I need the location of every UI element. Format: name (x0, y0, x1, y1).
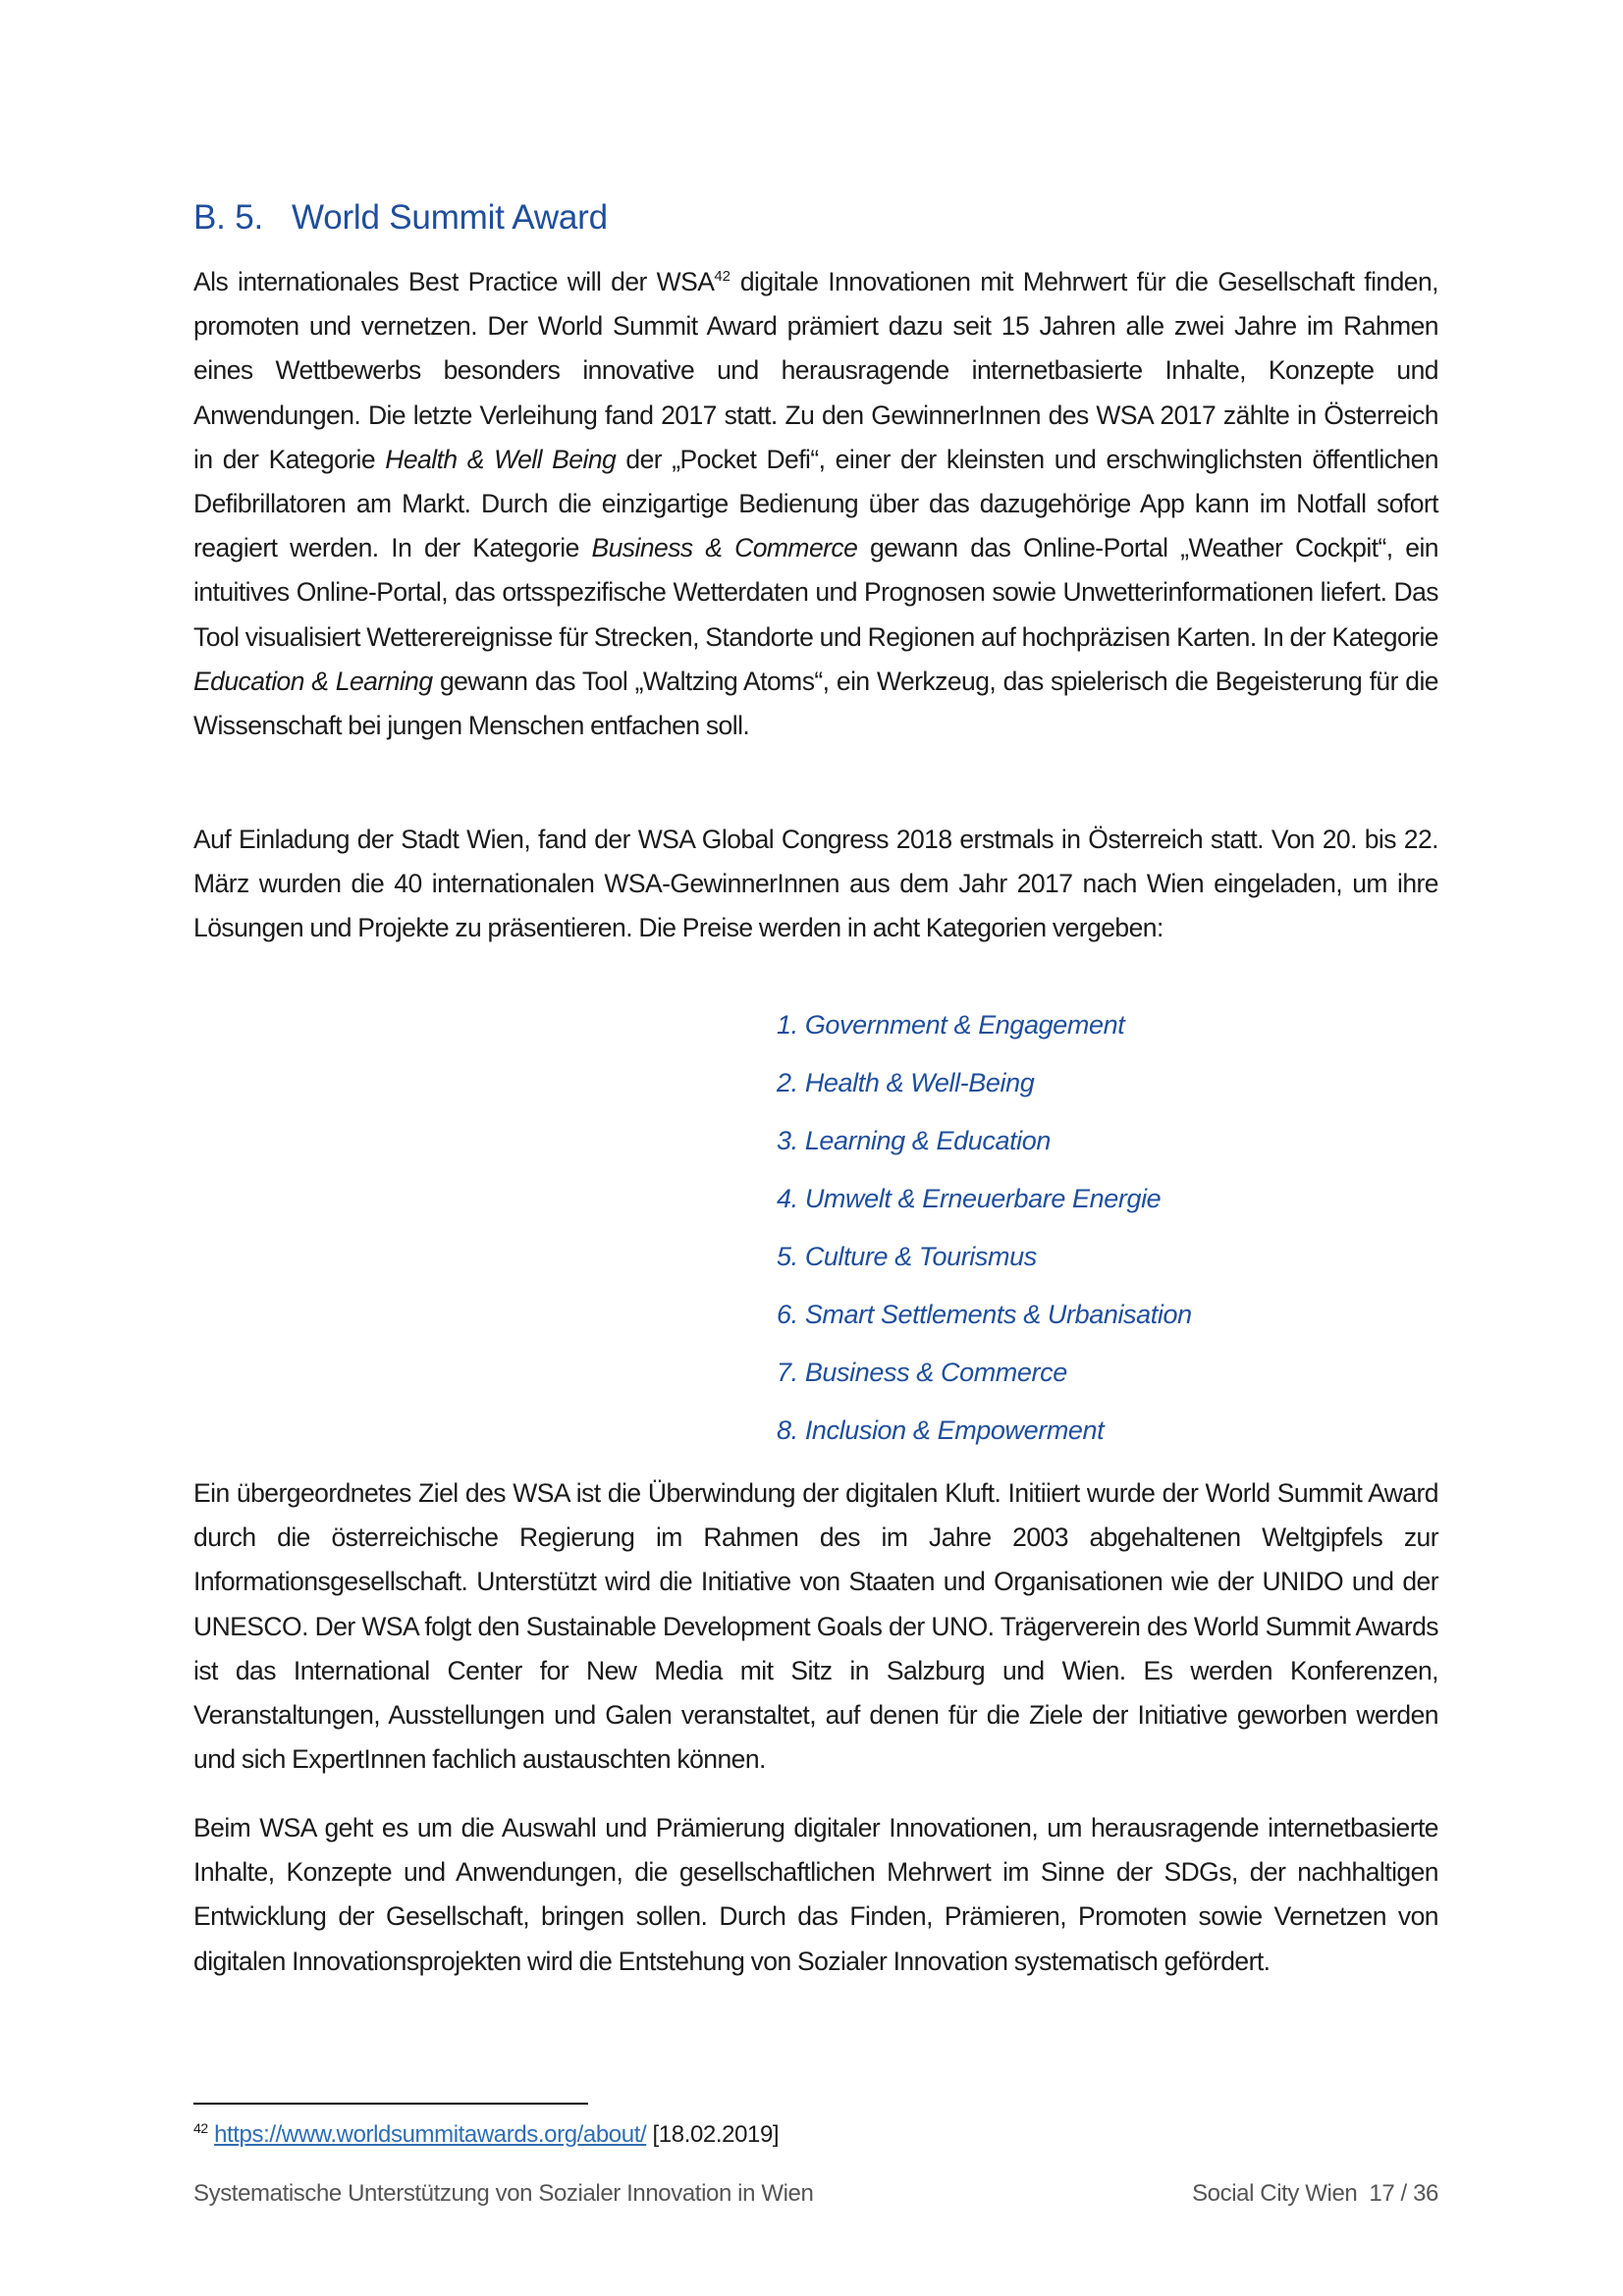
list-item: 4. Umwelt & Erneuerbare Energie (777, 1184, 1162, 1213)
paragraph-selection: Beim WSA geht es um die Auswahl und Prämierung digitaler Innovationen, um herausragende internetbasierte Inhalte, Konzepte und Anwendungen, die gesellschaftlichen Mehrwert im Sinne der SDGs, der nachhaltigen Entwicklung der Gesellschaft, bringen sollen. Durch das Finden, Prämieren, Promoten sowie Vernetzen von digitalen Innovationsprojekten wird die Entstehung von Sozialer Innovation systematisch gefördert. (193, 1813, 1438, 1976)
text-run: Als internationales Best Practice will der WSA (193, 267, 715, 296)
footnote-reference[interactable]: 42 (714, 268, 731, 286)
list-item: 5. Culture & Tourismus (777, 1242, 1037, 1271)
list-item: 2. Health & Well-Being (777, 1068, 1035, 1097)
footer-page-info (1192, 2177, 1438, 2211)
footnote-divider (193, 2103, 588, 2105)
text-run: gewann das Online-Portal „Weather Cockpit“, ein intuitives Online-Portal, das ortsspezifische Wetterdaten und Prognosen sowie Unwetterinformationen liefert. Das Tool visualisiert Wetterereignisse für Strecken, Standorte und Regionen auf hochpräzisen Karten. In der Kategorie (193, 533, 1438, 652)
paragraph-intro (193, 260, 1438, 748)
footer-document-title: Systematische Unterstützung von Sozialer Innovation in Wien (193, 2180, 814, 2207)
category-list (777, 996, 1192, 1460)
text-run: digitale Innovationen mit Mehrwert für die Gesellschaft finden, promoten und vernetzen. Der World Summit Award prämiert dazu seit 15 Jahren alle zwei Jahre im Rahmen eines Wettbewerbs besonders innovative und herausragende internetbasierte Inhalte, Konzepte und Anwendungen. Die letzte Verleihung fand 2017 statt. Zu den GewinnerInnen des WSA 2017 zählte in Österreich in der Kategorie (193, 267, 1438, 474)
section-number: B. 5. (193, 198, 263, 237)
category-emphasis: Education & Learning (193, 666, 433, 696)
footnote-link[interactable]: https://www.worldsummitawards.org/about/ (214, 2121, 647, 2148)
paragraph-goals: Ein übergeordnetes Ziel des WSA ist die Überwindung der digitalen Kluft. Initiiert wurde der World Summit Award durch die österreichische Regierung im Rahmen des im Jahre 2003 abgehaltenen Weltgipfels zur Informationsgesellschaft. Unterstützt wird die Initiative von Staaten und Organisationen wie der UNIDO und der UNESCO. Der WSA folgt den Sustainable Development Goals der UNO. Trägerverein des World Summit Awards ist das International Center for New Media mit Sitz in Salzburg und Wien. Es werden Konferenzen, Veranstaltungen, Ausstellungen und Galen veranstaltet, auf denen für die Ziele der Initiative geworben werden und sich ExpertInnen fachlich austauschten können. (193, 1478, 1438, 1775)
list-item: 1. Government & Engagement (777, 1010, 1125, 1040)
section-title: World Summit Award (292, 198, 608, 237)
category-emphasis: Business & Commerce (591, 533, 858, 563)
page-number: 17 / 36 (1369, 2180, 1438, 2207)
paragraph-congress: Auf Einladung der Stadt Wien, fand der WSA Global Congress 2018 erstmals in Österreich statt. Von 20. bis 22. März wurden die 40 internationalen WSA-GewinnerInnen aus dem Jahr 2017 nach Wien eingeladen, um ihre Lösungen und Projekte zu präsentieren. Die Preise werden in acht Kategorien vergeben: (193, 825, 1438, 943)
section-heading (193, 196, 608, 240)
text-run: der „Pocket Defi“, einer der kleinsten und erschwinglichsten öffentlichen Defibrillatoren am Markt. Durch die einzigartige Bedienung über das dazugehörige App kann im Notfall sofort reagiert werden. In der Kategorie (193, 444, 1438, 563)
text-run: gewann das Tool „Waltzing Atoms“, ein Werkzeug, das spielerisch die Begeisterung für die Wissenschaft bei jungen Menschen entfachen soll. (193, 666, 1438, 741)
list-item: 8. Inclusion & Empowerment (777, 1415, 1105, 1445)
footnote-number: 42 (193, 2120, 208, 2136)
list-item: 6. Smart Settlements & Urbanisation (777, 1300, 1192, 1329)
list-item: 7. Business & Commerce (777, 1358, 1067, 1387)
footer-label: Social City Wien (1192, 2180, 1358, 2207)
footnote-date: [18.02.2019] (652, 2121, 780, 2148)
footnote (193, 2118, 779, 2152)
list-item: 3. Learning & Education (777, 1126, 1052, 1155)
category-emphasis: Health & Well Being (385, 444, 617, 474)
